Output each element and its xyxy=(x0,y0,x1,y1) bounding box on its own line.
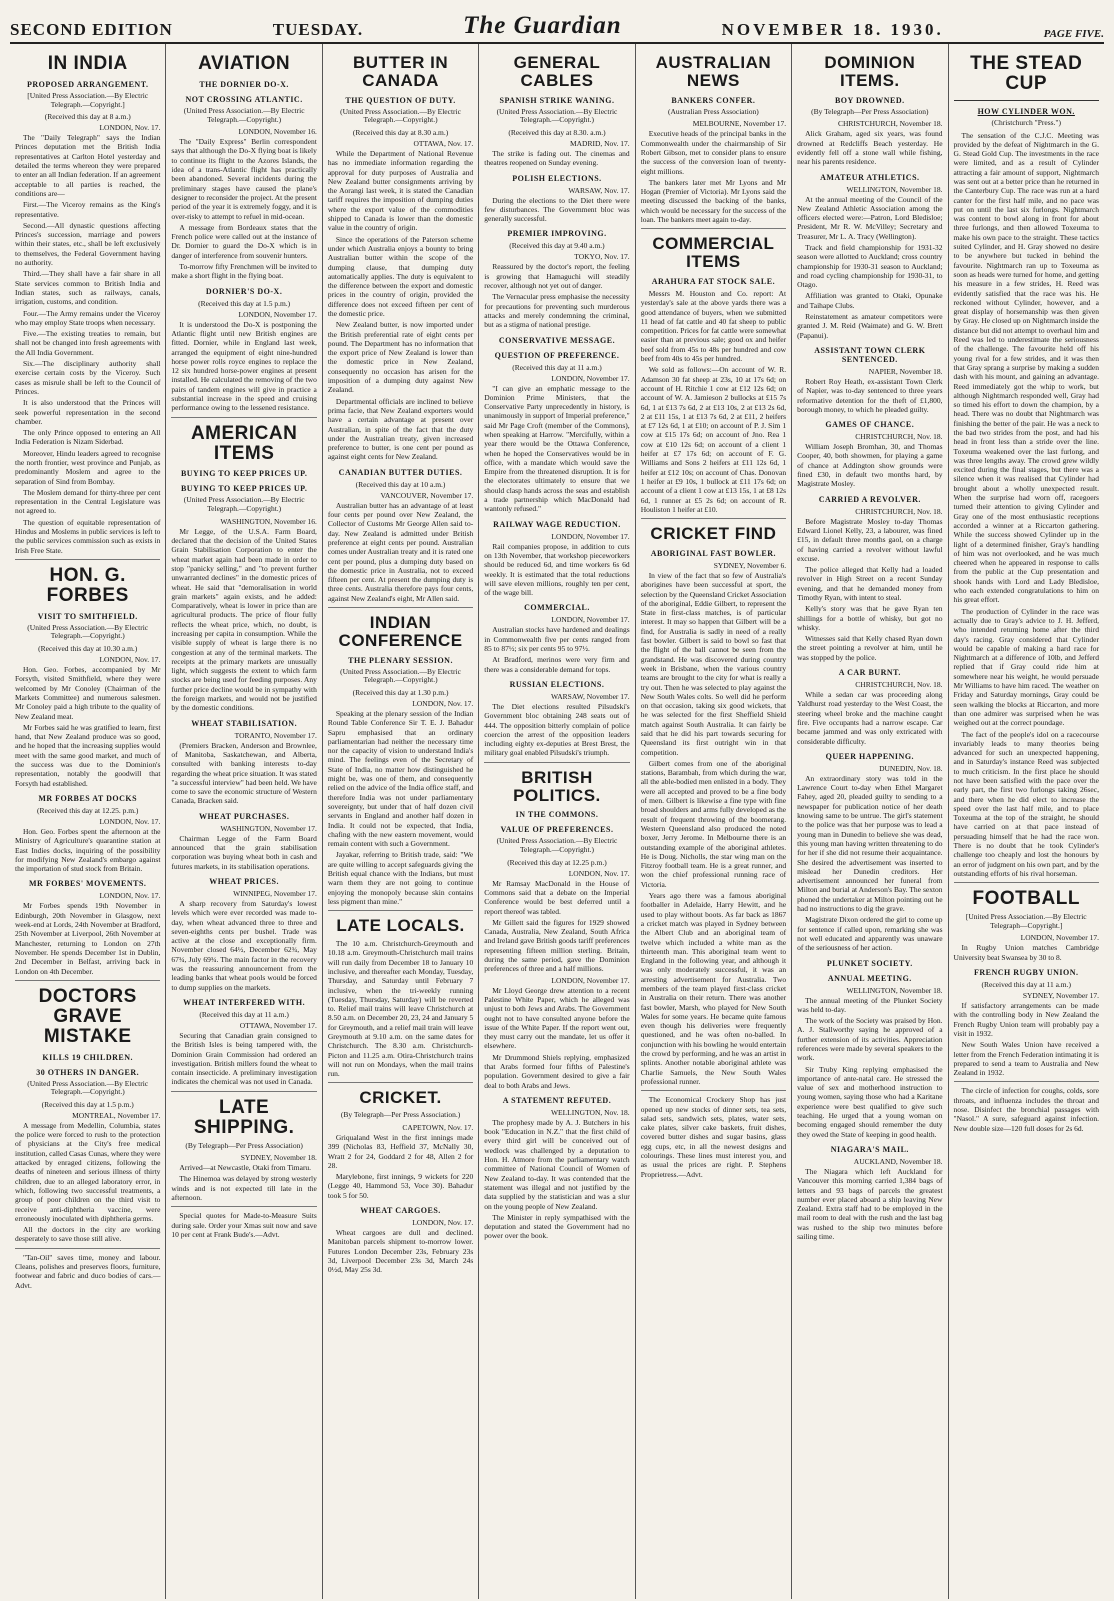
article-paragraph: Securing that Canadian grain consigned to the British Isles is being tampered with, the Dominion Grain Commission had ordered an investigation. British millers found the wheat to contain insecticide. A preliminary investigation indicates the chemical was not used in Canada. xyxy=(171,1030,317,1087)
article-paragraph: At the annual meeting of the Council of the New Zealand Athletic Association among the officers elected were:—Patron, Lord Bledisloe; President, Mr R. W. McVilley; Secretary and Treasurer, Mr L. A. Tracy (Wellington). xyxy=(797,194,943,241)
wire-credit: [United Press Association.—By Electric Telegraph.—Copyright.] xyxy=(27,90,149,109)
dateline: TOKYO, Nov. 17. xyxy=(574,252,630,262)
dateline: LONDON, Nov. 17. xyxy=(99,816,161,826)
subhead: 30 OTHERS IN DANGER. xyxy=(36,1067,140,1077)
article-paragraph: The Minister in reply sympathised with the deputation and stated the Government had no power over the book. xyxy=(484,1212,630,1241)
dateline: CHRISTCHURCH, Nov. 18. xyxy=(855,680,943,690)
wire-credit: (United Press Association.—By Electric Telegraph.—Copyright.) xyxy=(340,666,461,685)
article-paragraph: Years ago there was a famous aboriginal footballer in Adelaide, Harry Hewitt, and he used to play without boots. As far back as 1867 a cricket match was played in Sydney between the Albert Club and an aboriginal team of twelve which included a white man as the thirteenth man. This aboriginal team went to England in the following year, and although it was only moderately successful, it was an arresting advertisement for Australia. Two members of the team played first-class cricket in Australia on their return. There was another fast bowler, Marsh, who played for New South Wales for some years. He became quite famous even though his deliveries were frequently questioned, and he was often no-balled. In conjunction with his bowling he would entertain the crowd by performing, and he was an artist in splints. Another notable aboriginal athlete was Charlie Samuels, the New South Wales professional runner. xyxy=(640,891,787,1086)
article-paragraph: Gilbert comes from one of the aboriginal stations, Barambah, from which during the war, all the able-bodied men enlisted in a body. They were all accepted and proved to be a fine body of men. Gilbert is likewise a fine type with fine broad shoulders and arms fully developed as the result of frequent throwing of the boomerang. Western Queensland also produced the noted boxer, Jerry Jerome. In Melbourne there is an outstanding example of the aboriginal athletes. He is Doug. Nicholls, the star wing man on the Fitzroy football team. He is a great runner, and won the chief professional running race of Victoria. xyxy=(640,758,787,889)
dateline: LONDON, Nov. 17. xyxy=(99,123,161,133)
subhead: QUESTION OF PREFERENCE. xyxy=(494,350,620,360)
article-paragraph: Five.—The existing treaties to remain, but shall not be changed into fresh agreements with the All India Government. xyxy=(15,329,161,357)
article-paragraph: Arrived—at Newcastle, Otaki from Timaru. xyxy=(179,1163,312,1173)
subhead: BANKERS CONFER. xyxy=(671,95,756,105)
headline-hon-g-forbes: HON. G. FORBES xyxy=(46,564,129,606)
article-paragraph: Mr Forbes said he was gratified to learn, first hand, that New Zealand produce was so good, and he hoped that the increasing supplies would meet with the same good market, and much of the success was due to the Dominion's representation, notably the goodwill that Forsyth had established. xyxy=(15,722,161,788)
article-paragraph: Reassured by the doctor's report, the feeling is growing that Hamaguchi will steadily recover, although not yet out of danger. xyxy=(484,262,630,291)
subhead: THE PLENARY SESSION. xyxy=(348,655,453,665)
article-paragraph: Third.—They shall have a fair share in all State services common to British India and Indian states, such as railways, canals, irrigation, customs, and condition. xyxy=(15,269,161,307)
headline-commercial-items: COMMERCIAL ITEMS xyxy=(652,234,775,272)
column-2 xyxy=(166,44,322,1599)
newspaper-title: The Guardian xyxy=(463,12,622,39)
dateline: WASHINGTON, November 16. xyxy=(220,516,317,526)
dateline: LONDON, November 17. xyxy=(551,975,630,985)
article-paragraph: Hon. Geo. Forbes spent the afternoon at the Ministry of Agriculture's quarantine station at East Indies docks, inquiring of the possibility for modifying New Zealand's embargo against the importation of stud stock from Britain. xyxy=(15,826,161,874)
divider xyxy=(171,417,316,418)
article-paragraph: Mr Forbes spends 19th November in Edinburgh, 20th November in Glasgow, next week-end at Lords, 24th November at Bradford, 25th November at Liverpool, 26th November at Manchester, returning to London on 27th November. He spends December 1st in Dublin, 2nd December in Belfast, arriving back in London on 4th December. xyxy=(15,901,161,976)
article-paragraph: The Niagara which left Auckland for Vancouver this morning carried 1,384 bags of letters and 93 bags of parcels the greatest number ever placed aboard a ship leaving New Zealand. Extra staff had to be employed in the mail room to deal with the rush and the last bag was rushed to the ship two minutes before sailing time. xyxy=(797,1166,943,1242)
subhead: SPANISH STRIKE WANING. xyxy=(499,95,615,105)
page-number: PAGE FIVE. xyxy=(1043,28,1104,40)
source-credit: (Christchurch "Press.") xyxy=(991,117,1061,127)
article-paragraph: Departmental officials are inclined to believe prima facie, that New Zealand exporters would have a certain advantage at present over Australian, in spite of the fact that the duty under the Australian treaty, given increased preference to butter, is one cent per pound as against eight cents for New Zealand. xyxy=(327,396,474,462)
column-3 xyxy=(323,44,479,1599)
headline-dominion-items: DOMINION ITEMS. xyxy=(824,53,916,90)
headline-cricket: CRICKET. xyxy=(359,1088,442,1108)
edition-label: SECOND EDITION xyxy=(10,20,173,39)
subhead: AMATEUR ATHLETICS. xyxy=(820,172,920,182)
article-paragraph: The Hinemoa was delayed by strong westerly winds and is not expected till late in the afternoon. xyxy=(171,1174,317,1203)
article-paragraph: Marylebone, first innings, 9 wickets for 220 (Legge 40, Hammond 53, Voce 30). Bahadur took 5 for 50. xyxy=(327,1172,474,1200)
article-paragraph: Reinstatement as amateur competitors were granted J. M. Reid (Waimate) and G. W. Brett (Papanui). xyxy=(797,312,943,340)
headline-butter-in-canada: BUTTER IN CANADA xyxy=(352,53,449,90)
subhead: CARRIED A REVOLVER. xyxy=(818,494,921,504)
article-paragraph: While a sedan car was proceeding along Yaldhurst road yesterday to the West Coast, the steering wheel broke and the machine caught fire. Five occupants had a narrow escape. Car became jammed and was only extricated with considerable difficulty. xyxy=(797,690,943,746)
dateline: WELLINGTON, November 18. xyxy=(846,985,943,995)
subhead: A CAR BURNT. xyxy=(838,668,901,678)
article-paragraph: The work of the Society was praised by Hon. A. J. Stallworthy saying he approved of a further extension of its activities. Appreciation references were made by several speakers to the work. xyxy=(797,1016,943,1063)
article-paragraph: Before Magistrate Mosley to-day Thomas Edward Lionel Kelly, 23, a labourer, was fined £15, in default three months gaol, on a charge of having carried a revolver without lawful excuse. xyxy=(797,516,943,563)
article-paragraph: Hon. Geo. Forbes, accompanied by Mr Forsyth, visited Smithfield, where they were welcomed by Mr Conoley (Chairman of the Markets Committee) and numerous salesmen. Mr Conoley paid a high tribute to the quality of New Zealand meat. xyxy=(15,665,161,721)
dateline: LONDON, Nov. 17. xyxy=(99,891,161,901)
subhead: IN THE COMMONS. xyxy=(515,810,599,820)
dateline: LONDON, November 17. xyxy=(551,615,630,625)
article-paragraph: To-morrow fifty Frenchmen will be invited to make a short flight in the flying boat. xyxy=(171,262,317,281)
dateline: WARSAW, November 17. xyxy=(550,691,630,701)
article-paragraph: The only Prince opposed to entering an All India Federation is Nizam Siderbad. xyxy=(15,428,161,447)
headline-football: FOOTBALL xyxy=(972,888,1080,910)
article-paragraph: The production of Cylinder in the race was actually due to Gray's advice to J. H. Jefferd, who intended returning home after the third day's racing. Gray considered that Cylinder would be capable of making a hard race for Nightmarch at a difference of 10lb, and Jefferd replied that if Gray could ride him at somewhere near his weight, he would persuade Mr Williams to have him raced. The weather on Friday and Saturday mornings, Gray could be seen walking the blocks at Riccarton, and more than one admirer was surprised when he was weighed out at the correct poundage. xyxy=(953,606,1099,728)
wire-credit: (United Press Association.—By Electric Telegraph.—Copyright.) xyxy=(183,495,305,514)
headline-cricket-find: CRICKET FIND xyxy=(650,524,777,544)
dateline: WARSAW, Nov. 17. xyxy=(568,185,630,195)
article-paragraph: Jayakar, referring to British trade, said: "We are quite willing to accept safeguards giving the British equal chance with the Indians, but must warn them they are not going to continue enjoying the monopoly because skin contains less pigment than mine." xyxy=(327,850,474,906)
subhead: ANNUAL MEETING. xyxy=(827,973,912,983)
article-paragraph: At Bradford, merinos were very firm and there was a considerable demand for tops. xyxy=(484,655,630,674)
dateline: WELLINGTON, November 18. xyxy=(846,184,943,194)
received-time: (Received this day at 1.5 p.m.) xyxy=(41,1099,134,1109)
received-time: (Received this day at 10 a.m.) xyxy=(355,479,446,489)
wire-credit: (United Press Association.—By Electric Telegraph.—Copyright.) xyxy=(496,106,618,125)
article-paragraph: Sir Truby King replying emphasised the importance of ante-natal care. He stressed the value of sex and motherhood instruction to young women, saying those who had a Karitane experience were best qualified to give such teaching. He urged that a young woman on becoming engaged should remember the duty they owed the State of keeping in good health. xyxy=(797,1064,943,1139)
article-paragraph: In Rugby Union matches Cambridge University beat Swansea by 30 to 8. xyxy=(953,943,1099,962)
article-paragraph: A message from Bordeaux states that the French police were called out at the instance of Dr. Dornier to guard the Do-X which is in danger of interference from souvenir hunters. xyxy=(171,222,317,260)
article-paragraph: If satisfactory arrangements can be made with the controlling body in New Zealand the French Rugby Union team will probably pay a visit in 1932. xyxy=(953,1001,1099,1038)
article-paragraph: The "Daily Telegraph" says the Indian Princes deputation met the British India representatives at Carlton Hotel yesterday and detailed the terms whereon they were prepared to enter an all Indian federation. If an agreement acceptable to all parties is reached, the conditions are— xyxy=(15,133,161,198)
issue-date: NOVEMBER 18. 1930. xyxy=(721,20,944,39)
received-time: (Received this day at 12.25 p.m.) xyxy=(507,857,607,867)
divider xyxy=(641,228,786,229)
article-columns xyxy=(10,44,1104,1599)
wire-credit: (By Telegraph—Per Press Association) xyxy=(811,106,929,116)
divider xyxy=(954,1081,1099,1082)
divider xyxy=(15,559,160,560)
divider xyxy=(171,1091,316,1092)
received-time: (Received this day at 8.30. a.m.) xyxy=(508,127,606,137)
dateline: MADRID, Nov. 17. xyxy=(569,138,630,148)
article-paragraph: Rail companies propose, in addition to cuts on 13th November, that workshop pieceworkers should be reduced 6d, and time workers 6s 6d weekly. It is estimated that the total reductions will save eleven millions, roughly ten per cent, of the wage bill. xyxy=(484,541,630,598)
dateline: AUCKLAND, November 18. xyxy=(853,1156,943,1166)
subhead: RAILWAY WAGE REDUCTION. xyxy=(493,519,621,529)
article-paragraph: It is understood the Do-X is postponing the Atlantic flight until new British engines are fitted. Dornier, while in England last week, arranged the equipment of eight nine-hundred horse power rolls royce engines to replace the 12 six hundred horse-power engines at present installed. He calculated the removing of the two pairs of tandem engines will give in practice a substantial increase in the speed and cruising performance owing to the lessened resistance. xyxy=(171,319,317,413)
article-paragraph: The 10 a.m. Christchurch-Greymouth and 10.18 a.m. Greymouth-Christchurch mail trains will run daily from December 18 to January 10 inclusive, and thereafter each Monday, Tuesday, Thursday, and Saturday until February 7 inclusive, when the tri-weekly running (Tuesday, Thursday, Saturday) will be reverted to. Relief mail trains will leave Christchurch at 8.50 a.m. on December 20, 23, 24 and January 5 for Greymouth, and a relief mail train will leave Greymouth at 9.10 a.m. on the same dates for Christchurch. The 8.30 a.m. Christchurch-Picton and 11.25 a.m. Otira-Christchurch trains will not run on Mondays, when the mail trains run. xyxy=(327,939,474,1079)
column-5 xyxy=(636,44,792,1599)
subhead: BOY DROWNED. xyxy=(834,95,905,105)
dateline: OTTAWA, November 17. xyxy=(239,1020,317,1030)
wire-credit: (United Press Association.—By Electric Telegraph.—Copyright.) xyxy=(27,622,149,641)
article-paragraph: The "Daily Express" Berlin correspondent says that although the Do-X flying boat is likely to continue its flight to the Azores Islands, the idea of a trans-Atlantic flight has practically been abandoned. Several incidents during the preliminary stages have caused the plane's designer to reconsider the project. At the present period of the year it is extremely foggy, and it is over-risky to attempt to refuel in mid-ocean. xyxy=(171,137,317,221)
dateline: MONTREAL, November 17. xyxy=(72,1110,161,1120)
article-paragraph: Second.—All dynastic questions affecting Princes's succession, marriage and powers within their states, etc., shall be left exclusively to themselves, the Federal Government having no authority. xyxy=(15,220,161,268)
subhead: POLISH ELECTIONS. xyxy=(512,173,602,183)
headline-stead-cup: THE STEAD CUP xyxy=(954,54,1099,101)
divider xyxy=(15,1248,160,1249)
dateline: CHRISTCHURCH, Nov. 18. xyxy=(855,506,943,516)
article-paragraph: The question of equitable representation of Hindus and Moslems in public services is left to the public services commission such as exists in Irish Free State. xyxy=(15,517,161,555)
wire-credit: (United Press Association.—By Electric Telegraph.—Copyright.) xyxy=(340,106,461,125)
subhead: GAMES OF CHANCE. xyxy=(825,420,915,430)
article-paragraph: New Zealand butter, is now imported under the British preferential rate of eight cents per pound. The Department has no information that the export price of New Zealand is lower than the domestic price in New Zealand, consequently no occasion has arisen for the imposition of a dumping duty against New Zealand. xyxy=(327,320,474,395)
article-paragraph: All the doctors in the city are working desperately to save those still alive. xyxy=(15,1225,161,1244)
advertisement: The circle of infection for coughs, colds, sore throats, and influenza includes the throat and nose. Disinfect the bronchial passages with "Nasol." A sure, safeguard against infection. New double size—120 full doses for 2s 6d. xyxy=(953,1086,1099,1133)
article-paragraph: A message from Medellin, Columbia, states the police were forced to rush to the protection of physicians at the City's free medical institution, called Casas Cunas, where they were attacked by enraged citizens, following the deaths of nineteen and serious illness of thirty children, due to an alleged laboratory error, in which, following two successful treatments, a group of poor children on the third visit to receive anti-diphtheria vaccine, were erroneously inoculated with diphtheria germs. xyxy=(15,1120,161,1223)
subhead: THE DORNIER DO-X. xyxy=(199,79,289,89)
dateline: OTTAWA, Nov. 17. xyxy=(413,138,474,148)
article-paragraph: William Joseph Bromhan, 30, and Thomas Cooper, 40, both showmen, for playing a game of chance at Addington show grounds were fined £30, in default two months hard, by Magistrate Mosley. xyxy=(797,442,943,489)
dateline: SYDNEY, November 18. xyxy=(240,1153,317,1163)
subhead: WHEAT STABILISATION. xyxy=(191,718,298,728)
divider xyxy=(641,518,786,519)
dateline: LONDON, November 17. xyxy=(551,531,630,541)
wire-credit: (Australian Press Association) xyxy=(667,106,759,116)
advertisement: The Economical Crockery Shop has just opened up new stocks of dinner sets, tea sets, salad sets, sandwich sets, plates, water sets, cake plates, silver cake baskets, fruit dishes, covered butter dishes and sugar basins, glass egg cups, etc, in all the newest designs and colourings. These lines must interest you, and as usual the prices are right. P. Stephens Proprietress.—Advt. xyxy=(640,1095,787,1179)
headline-late-shipping: LATE SHIPPING. xyxy=(193,1096,295,1138)
dateline: SYDNEY, November 17. xyxy=(1022,991,1099,1001)
headline-general-cables: GENERAL CABLES xyxy=(513,53,601,90)
subhead: CANADIAN BUTTER DUTIES. xyxy=(338,467,463,477)
headline-doctors-grave-mistake: DOCTORS GRAVE MISTAKE xyxy=(38,985,137,1047)
article-paragraph: In view of the fact that so few of Australia's aborigines have been successful at sport, the selection by the Queensland Cricket Association of the aboriginal, Eddie Gilbert, to represent the State in first-class matches, is of particular interest. It may so happen that Gilbert will be a find, for Australia is sadly in need of a really fast bowler. Gilbert is said to bowl so fast that the flight of the ball cannot be seen from the grandstand. He was discovered during country week in Brisbane, when the various country teams are brought to the city for what is really a try out. Then he was selected to play against the New South Wales colts. So well did he perform on that occasion, taking six good wickets, that he was selected for the first Sheffield Shield match against South Australia. It can fairly be said that he did his part towards securing for Queensland its first outright win in that competition. xyxy=(640,570,787,757)
article-paragraph: The prophesy made by A. J. Butchers in his book "Education in N.Z." that the first child of every third girl will be conceived out of wedlock was challenged by a deputation to Hon. H. Atmore from the parliamentary watch committee of National Council of Women of New Zealand to-day. It was contended that the statement was illegal and not justified by the data supplied by the statistician and was a slur on the young people of New Zealand. xyxy=(484,1117,630,1211)
subhead: WHEAT PRICES. xyxy=(209,876,280,886)
masthead xyxy=(10,6,1104,44)
day-label: TUESDAY. xyxy=(272,20,364,39)
received-time: (Received this day at 8 a.m.) xyxy=(44,112,131,122)
dateline: CHRISTCHURCH, Nov. 18. xyxy=(855,432,943,442)
dateline: WASHINGTON, November 17. xyxy=(220,823,317,833)
article-paragraph: New South Wales Union have received a letter from the French Federation intimating it is prepared to send a team to Australia and New Zealand in 1932. xyxy=(953,1040,1099,1078)
subhead: VALUE OF PREFERENCES. xyxy=(500,825,614,835)
subhead: KILLS 19 CHILDREN. xyxy=(42,1052,133,1062)
article-paragraph: A sharp recovery from Saturday's lowest levels which were ever recorded was made to-day, when wheat advanced three to three and seven-eighths cents per bushel. Trade was active at the close and exceptionally firm. November closed 64½, December 62¾, May 67¾, July 69¾. The main factor in the recovery was the reassuring announcement from the leading banks that wheat pools would be forced to dump supplies on the markets. xyxy=(171,898,317,992)
subhead: MR FORBES' MOVEMENTS. xyxy=(29,879,147,889)
dateline: LONDON, Nov. 17. xyxy=(412,698,474,708)
received-time: (Received this day at 11 a.m.) xyxy=(199,1009,289,1019)
article-paragraph: Speaking at the plenary session of the Indian Round Table Conference Sir T. E. J. Bahadur Sapru emphasised that an ordinary parliamentarian had neither the necessary time nor the capacity of vision to understand India's mind. The feelings even of the Secretary of State of India, no matter how distinguished he might be, was one of them, and consequently relied on the advice of the India office staff, and therefore India was not under parliamentary sovereignty, but under that of half dozen civil servants in England and another half dozen in India. It could not be expected, that India, chafing with the new eastern movement, would remain content with such a Government. xyxy=(327,708,474,849)
article-paragraph: While the Department of National Revenue has no immediate information regarding the approval for duty purposes of Australia and New Zealand butter consignments arriving by the Aorangi last week, it is stated the Canadian tariff requires the imposition of dumping duties where the export value of the commodities shipped to Canada is lower than the domestic value in the country of origin. xyxy=(327,148,474,233)
divider xyxy=(171,1206,316,1207)
article-paragraph: An extraordinary story was told in the Lawrence Court to-day when Ethel Margaret Fahey, aged 20, pleaded guilty to sending to a newspaper for publication notice of her death knowing same to be untrue. The girl's statement to the police was that her purpose was to lead a young man in Dunedin to believe she was dead, this young man having written threatening to do for her if she did not resume their acquaintance. She desired the advertisement was inserted to mislead her Dunedin creditors. Her advertisement announced her funeral from Milton and burial at Anderson's Bay. The sexton phoned the undertaker at Milton pointing out he had no instructions to dig the grave. xyxy=(797,773,943,914)
headline-american-items: AMERICAN ITEMS xyxy=(190,422,298,464)
subhead: WHEAT INTERFERED WITH. xyxy=(183,997,306,1007)
subhead: WHEAT PURCHASES. xyxy=(198,811,290,821)
article-paragraph: Executive heads of the principal banks in the Commonwealth under the chairmanship of Sir Robert Gibson, met to consider plans to ensure the success of the conversion loan of twenty-eight millions. xyxy=(640,129,787,176)
wire-credit: [United Press Association.—By Electric Telegraph—Copyright.] xyxy=(965,912,1087,930)
wire-credit: (United Press Association.—By Electric Telegraph.—Copyright.) xyxy=(183,105,305,124)
subhead: ARAHURA FAT STOCK SALE. xyxy=(651,276,776,286)
article-paragraph: Affiliation was granted to Otaki, Opunake and Taihape Clubs. xyxy=(797,291,943,310)
article-paragraph: The police alleged that Kelly had a loaded revolver in High Street on a recent Sunday evening, and that he demanded money from Timothy Ryan, with intent to steal. xyxy=(797,565,943,602)
article-paragraph: Mr Gillett said the figures for 1929 showed Canada, Australia, New Zealand, South Africa and Ireland gave British goods tariff preferences representing fifteen million sterling. Britain, during the same period, gave the Dominion preferences of three and a half millions. xyxy=(484,917,630,974)
article-paragraph: The fact of the people's idol on a racecourse invariably leads to many theories being advanced for such an unexpected happening, and in Saturday's instance Reed was subjected to much criticism. In the first place he should not have been satisfied with the pace over the early part, the first two furlongs taking 26sec, and there when he did elect to increase the speed over the last half mile, and to place Toxeuma at the top of the straight, he should have carried on at that pace instead of persuading himself that he had the race won. There is no doubt that he took Cylinder's challenge too cheaply and lost the honours by an error of judgment on his own part, and by the outstanding efforts of his rival horseman. xyxy=(953,729,1099,878)
dateline: LONDON, November 17. xyxy=(1020,933,1099,943)
received-time: (Received this day at 1.5 p.m.) xyxy=(198,298,291,308)
article-paragraph: It is also understood that the Princes will seek powerful representation in the second chamber. xyxy=(15,398,161,426)
headline-in-india: IN INDIA xyxy=(47,53,128,74)
dateline: CHRISTCHURCH, November 18. xyxy=(837,119,943,129)
article-paragraph: The Moslem demand for thirty-three per cent representation in the Central Legislature was not agreed to. xyxy=(15,487,161,516)
article-paragraph: The strike is fading out. The cinemas and theatres reopened on Sunday evening. xyxy=(484,148,630,168)
article-paragraph: The bankers later met Mr Lyons and Mr Hogan (Premier of Victoria). Mr Lyons said the meeting discussed the backing of the banks, which would be necessary for the success of the loan. The bankers meet again to-day. xyxy=(640,177,787,224)
article-paragraph: Witnesses said that Kelly chased Ryan down the street pointing a revolver at him, until he was stopped by the police. xyxy=(797,634,943,662)
article-paragraph: Mr Drummond Shiels replying, emphasized that Arabs formed four fifths of Palestine's population. Government desired to give a fair deal to both Arabs and Jews. xyxy=(484,1052,630,1090)
article-paragraph: The sensation of the C.J.C. Meeting was provided by the defeat of Nightmarch in the G. G. Stead Gold Cup. The investments in the race were limited, and as a result of Cylinder attracting a fair amount of support, Nightmarch was sent out at a better price than he returned in the Canterbury Cup. The race was run at a hard canter for the first half mile, and no pace was put on until the last six furlongs. Nightmarch was content to bowl along in front for about three furlongs, and then allowed Toxeuma to make his own pace to the straight. These tactics suited Cylinder, and H. Gray showed no desire to be anywhere but tucked in behind the favourite. Nightmarch ran up to Toxeuma as soon as heads were turned for home, and getting his measure in a few strides, H. Reed was evidently satisfied that the race was his. He reckoned without Cylinder, however, and a great display of horsemanship was then given by Gray. He closed up on Nightmarch inside the distance but did not attempt to overhaul him and Reed was led to underestimate the seriousness of the challenge. The favourite held off his young rival for a few strides, and it was then that Gray sprang a surprise by making a sudden dash with his mount, and gaining an advantage. Reed immediately got the whip to work, but although Nightmarch responded well, Gray had so timed his effort to down the champion, by a head. There was no doubt that Nightmarch was finishing the better of the pair. He was a neck to the bad two strides from the post, and had his head in front less than a stride over the line. Toxeuma weakened over the last furlong, and was three lengths away. The crowd grew wildly excited during the final stages, but there was a silence when it was realised that Cylinder had brought about a wholly unexpected result. When the surprise had worn off, racegoers turned their attention to giving Cylinder and Gray one of the most enthusiastic receptions accorded a winner at a Riccarton gathering. While the success showed Cylinder up in the light of a determined finisher, Gray's handling of him was not overlooked, and he was much cheered when he appeared in response to calls from the public at the Cup presentation and shook hands with Lord and Lady Bledisloe, who each extended congratulations to him on his great effort. xyxy=(953,130,1099,605)
subhead: NOT CROSSING ATLANTIC. xyxy=(185,94,303,104)
article-paragraph: The annual meeting of the Plunket Society was held to-day. xyxy=(797,995,943,1014)
article-paragraph: Australian butter has an advantage of at least four cents per pound over New Zealand, the Collector of Customs Mr George Allen said to-day. New Zealand is admitted under British preference at eight cents per pound. Australian comes under Australian treaty and it is rated one cent per pound, plus a dumping duty based on the domestic price in Australia, not to exceed fifteen per cent. At present the dumping duty is three cents. Australia therefore pays four cents, against New Zealand's eight, Mr Allen said. xyxy=(327,500,474,603)
article-paragraph: We sold as follows:—On account of W. R. Adamson 30 fat sheep at 23s, 10 at 17s 6d; on account of H. Ritchie 1 cow at £12 12s 6d; on account of W. A. Jamieson 2 bullocks at £15 7s 6d, 1 at £13 7s 6d, 2 at £13 10s, 2 at £13 2s 6d, 2 at £11 15s, 1 at £13 7s 6d, 2 at £11, 2 heifers at £7 12s 6d, 1 at £10; on account of P. J. Sim 1 cow at £15 17s 6d; on account of Jno. Rea 1 cow at £10 12s 6d; on account of a client 1 heifer at £7 17s 6d; on account of F. G. Williams and Sons 2 heifers at £11 12s 6d, 1 heifer at £12 10s; on account of Chas. Donovan 1 heifer at £9 10s, 1 bullock at £11 17s 6d; on account of a client 1 cow at £13 15s, 1 at £8 12s 6d, 1 runner at £5 2s 6d; on account of R. Houliston 1 heifer at £10. xyxy=(640,365,787,514)
divider xyxy=(641,1090,786,1091)
article-paragraph: Since the operations of the Paterson scheme under which Australia enjoys a bounty to bring Australian butter within the scope of the dumping clause, that dumping duty automatically applies. The duty is equivalent to the difference between the export and domestic prices in the country of origin, provided the difference does not exceed fifteen per cent of the domestic price. xyxy=(327,234,474,318)
article-paragraph: "I can give an emphatic message to the Dominion Prime Ministers, that the Conservative Party unprecedently in history, is unanimously in support of Imperial preference," said Mr Page Croft (member of the Commons), when speaking at Harrow. "Mercifully, within a year there would be the Ottawa Conference, when he hoped the Conservatives would be in office, with a mandate which would save the Empire from the threatened disruption. It is for the electorates ultimately to ensure that we should clasp hands across the seas and establish a trade partnership which MacDonald had wantonly refused." xyxy=(484,383,630,514)
divider xyxy=(954,882,1099,883)
headline-british-politics: BRITISH POLITICS. xyxy=(513,767,601,805)
dateline: SYDNEY, November 6. xyxy=(713,560,787,570)
article-paragraph: Robert Roy Heath, ex-assistant Town Clerk of Napier, was to-day sentenced to three years reformative detention for the theft of £1,800, borough money, to which he pleaded guilty. xyxy=(797,376,943,414)
article-paragraph: (Premiers Bracken, Anderson and Brownlee, of Manitoba, Saskatchewan, and Alberta, consulted with banking interests to-day regarding the wheat price situation. It was stated "a successful interview" had been held. We have come to save the economic structure of Western Canada, Bracken said. xyxy=(171,740,317,806)
column-7 xyxy=(949,44,1104,1599)
subhead: FRENCH RUGBY UNION. xyxy=(973,968,1079,978)
wire-credit: (By Telegraph—Per Press Association.) xyxy=(340,1110,461,1120)
headline-late-locals: LATE LOCALS. xyxy=(336,916,465,936)
dateline: LONDON, Nov. 17. xyxy=(412,1218,474,1228)
dateline: WINNIPEG, November 17. xyxy=(233,888,317,898)
dateline: CAPETOWN, Nov. 17. xyxy=(402,1122,474,1132)
subhead: ASSISTANT TOWN CLERK SENTENCED. xyxy=(814,345,926,364)
subhead: CONSERVATIVE MESSAGE. xyxy=(498,335,616,345)
column-1 xyxy=(10,44,166,1599)
dateline: TORANTO, November 17. xyxy=(234,730,317,740)
subhead: ABORIGINAL FAST BOWLER. xyxy=(650,548,777,558)
divider xyxy=(484,762,629,763)
dateline: LONDON, November 17. xyxy=(238,309,317,319)
subhead: MR FORBES AT DOCKS xyxy=(38,793,138,803)
article-paragraph: Track and field championship for 1931-32 season were allotted to Auckland; cross country championship for 1930-31 season to Auckland; and road cycling championship for 1930-31, to Otago. xyxy=(797,242,943,290)
subhead: RUSSIAN ELECTIONS. xyxy=(509,679,605,689)
dateline: VANCOUVER, November 17. xyxy=(380,490,474,500)
subhead: PREMIER IMPROVING. xyxy=(507,229,607,239)
article-paragraph: First.—The Viceroy remains as the King's representative. xyxy=(15,200,161,219)
subhead: THE QUESTION OF DUTY. xyxy=(345,95,456,105)
article-paragraph: Moreover, Hindu leaders agreed to recognise the north frontier, west province and Punjab, as predominantly Moslem and agree to the separation of Sind from Bombay. xyxy=(15,448,161,486)
headline-aviation: AVIATION xyxy=(198,53,291,74)
received-time: (Received this day at 11 a.m.) xyxy=(512,362,602,372)
column-6 xyxy=(792,44,948,1599)
wire-credit: (United Press Association.—By Electric Telegraph.—Copyright.) xyxy=(27,1078,149,1097)
subhead: WHEAT CARGOES. xyxy=(360,1206,441,1216)
article-paragraph: Australian stocks have hardened and dealings in Commonwealth five per cents ranged from 85 to 87½; six per cents 95 to 97½. xyxy=(484,625,630,654)
received-time: (Received this day at 12.25. p.m.) xyxy=(36,805,139,815)
subhead: BUYING TO KEEP PRICES UP. xyxy=(180,484,308,494)
dateline: LONDON, November 17. xyxy=(551,373,630,383)
article-paragraph: Mr Ramsay MacDonald in the House of Commons said that a debate on the Imperial Conference would be best deferred until a report thereof was tabled. xyxy=(484,878,630,916)
divider xyxy=(328,607,473,608)
headline-australian-news: AUSTRALIAN NEWS xyxy=(655,53,772,90)
advertisement: Special quotes for Made-to-Measure Suits during sale. Order your Xmas suit now and save 10 per cent at Frank Bude's.—Advt. xyxy=(171,1211,317,1239)
article-paragraph: The Vernacular press emphasise the necessity for precautions for preventing such murderous attacks and merely condemning the criminal, but as a stigma of national prestige. xyxy=(484,292,630,330)
dateline: LONDON, Nov. 17. xyxy=(99,655,161,665)
dateline: WELLINGTON, Nov. 18. xyxy=(550,1107,630,1117)
subhead: DORNIER'S DO-X. xyxy=(205,286,283,296)
article-paragraph: Six.—The disciplinary authority shall exercise certain costs by the Viceroy. Such cases as misrule shall be left to the Council of Princes. xyxy=(15,359,161,396)
headline-indian-conference: INDIAN CONFERENCE xyxy=(338,613,463,650)
dateline: LONDON, November 16. xyxy=(238,127,317,137)
article-paragraph: Four.—The Army remains under the Viceroy who may employ State troops when necessary. xyxy=(15,308,161,327)
subhead: A STATEMENT REFUTED. xyxy=(502,1095,612,1105)
article-paragraph: The Diet elections resulted Pilsudski's Government bloc obtaining 248 seats out of 444. The opposition bitterly complain of police coercion the arrest of the opposition leaders including eighty ex-deputies at Brest Brest, the military goal enabled Pilsudski's triumph. xyxy=(484,701,630,758)
received-time: (Received this day at 11 a.m.) xyxy=(981,980,1071,990)
article-paragraph: Griqualand West in the first innings made 399 (Nicholas 83, Heffield 37, McNally 30, Wratt 2 for 24, Goddard 2 for 48, Allen 2 for 28. xyxy=(327,1132,474,1170)
subhead: PROPOSED ARRANGEMENT. xyxy=(26,79,149,89)
dateline: DUNEDIN, Nov. 18. xyxy=(879,763,943,773)
subhead: NIAGARA'S MAIL. xyxy=(830,1144,909,1154)
dateline: LONDON, Nov. 17. xyxy=(568,868,630,878)
subhead: PLUNKET SOCIETY. xyxy=(826,958,913,968)
article-paragraph: Messrs M. Houston and Co. report: At yesterday's sale at the above yards there was a good attendance of buyers, when we submitted 11 head of fat cattle and 40 fat sheep to public competition. Prices for fat cattle were somewhat easier than at previous sale; good ox and heifer beef sold from 45s to 48s per hundred and cow beef from 40s to 45s per hundred. xyxy=(640,288,787,364)
article-paragraph: Mr Lloyd George drew attention to a recent Palestine White Paper, which he alleged was unjust to both Jews and Arabs. The Government ought not to have consulted anyone before the issue of the White Paper. If the report went out, they must carry out the mandate, let us offer it elsewhere. xyxy=(484,985,630,1051)
divider xyxy=(328,1082,473,1083)
dateline: NAPIER, November 18. xyxy=(868,366,943,376)
subhead: HOW CYLINDER WON. xyxy=(977,106,1075,116)
article-paragraph: Mr Legge, of the U.S.A. Farm Board, declared that the decision of the United States Grain Stabilisation Corporation to enter the wheat market again had been made in order to stop "panicky selling," and "to prevent further unwarranted declines" in the domestic prices of wheat. He said that "demoralisation in world grain markets" again exists, and he added: Comparatively, wheat is lower in price than are agricultural products. The price of flour fully reflects the wheat price, which, no doubt, is increasing per capita in consumption. While the visible supply of wheat is large there is no congestion at any of the terminal markets. The receipts at the primary markets are unusually light, which suggests the extent to which farm stocks are being used for feeding purposes. Any further price decline would be in sympathy with the foreign markets, and would not be justified by the domestic conditions. xyxy=(171,526,317,713)
column-4 xyxy=(479,44,635,1599)
subhead: VISIT TO SMITHFIELD. xyxy=(37,611,138,621)
advertisement: "Tan-Oil" saves time, money and labour. Cleans, polishes and preserves floors, furniture, footwear and fabric and duco bodies of cars.—Advt. xyxy=(15,1252,161,1290)
article-paragraph: Kelly's story was that he gave Ryan ten shillings for a bottle of whisky, but got no whisky. xyxy=(797,604,943,632)
subhead: COMMERCIAL. xyxy=(524,603,590,613)
received-time: (Received this day at 10.30 a.m.) xyxy=(38,644,138,654)
received-time: (Received this day at 1.30 p.m.) xyxy=(352,687,449,697)
subhead: QUEER HAPPENING. xyxy=(825,751,915,761)
divider xyxy=(15,980,160,981)
article-paragraph: Wheat cargoes are dull and declined. Manitoban parcels shipment to-morrow lower. Futures London December 23s, February 23s 3d, Liverpool December 23s 3d, March 24s 0½d, May 25s 3d. xyxy=(327,1228,474,1275)
article-paragraph: Chairman Legge of the Farm Board announced that the grain stabilisation corporation was buying wheat both in cash and futures markets, in its stabilisation operations. xyxy=(171,833,317,871)
subhead: BUYING TO KEEP PRICES UP. xyxy=(180,469,308,479)
article-paragraph: Alick Graham, aged six years, was found drowned at Redcliffs Beach yesterday. He evidently fell off a stone wall while fishing, near his parents residence. xyxy=(797,129,943,167)
article-paragraph: Magistrate Dixon ordered the girl to come up for sentence if called upon, remarking she was not well educated and apparently was unaware of the seriousness of her action. xyxy=(797,915,943,953)
received-time: (Received this day at 8.30 a.m.) xyxy=(352,127,449,137)
dateline: MELBOURNE, November 17. xyxy=(692,119,787,129)
received-time: (Received this day at 9.40 a.m.) xyxy=(509,241,605,251)
divider xyxy=(328,910,473,911)
wire-credit: (United Press Association.—By Electric Telegraph.—Copyright.) xyxy=(496,836,618,855)
article-paragraph: During the elections to the Diet there were few disturbances. The Government bloc was generally successful. xyxy=(484,195,630,224)
wire-credit: (By Telegraph—Per Press Association) xyxy=(185,1140,303,1150)
